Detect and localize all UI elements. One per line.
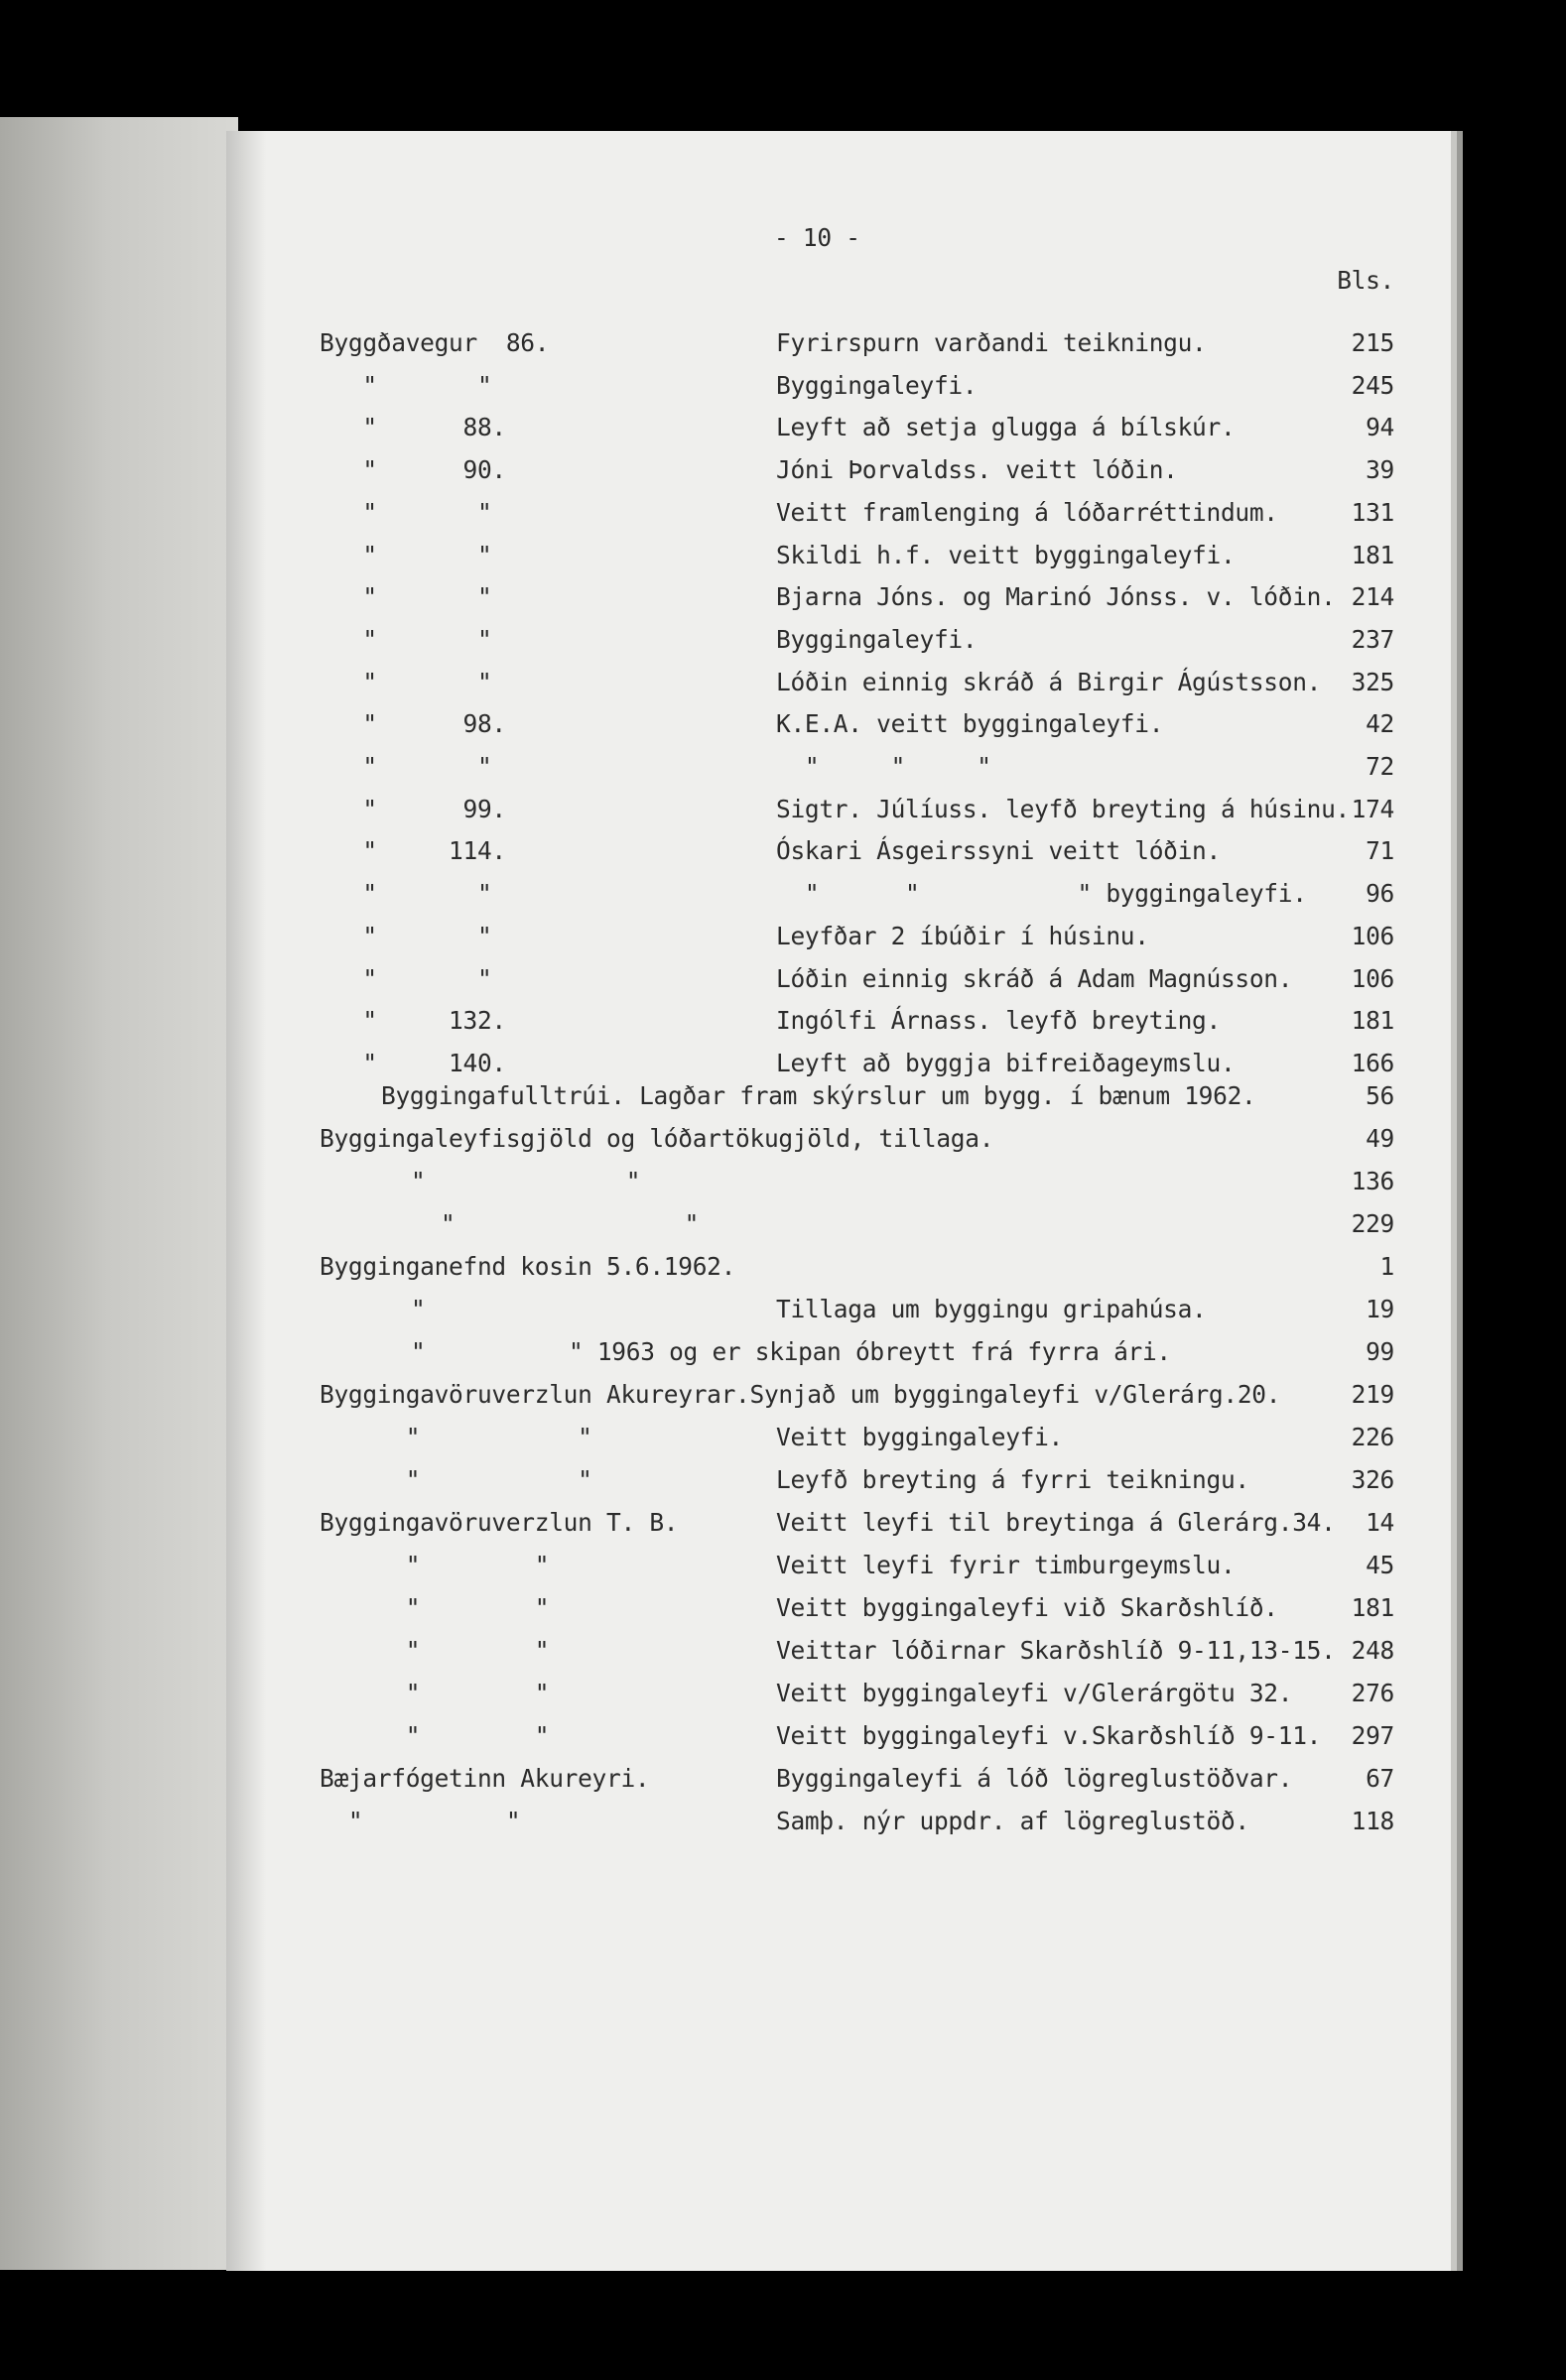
index-entry-subject: Bæjarfógetinn Akureyri. <box>320 1764 650 1793</box>
index-entry-text: Byggingaleyfi. <box>776 624 978 654</box>
index-entry-text: Veitt framlenging á lóðarréttindum. <box>776 497 1278 527</box>
index-page-ref: 237 <box>1351 624 1394 654</box>
index-page-ref: 229 <box>1351 1209 1394 1238</box>
index-entry: " " 1963 og er skipan óbreytt frá fyrra ári. <box>411 1337 1171 1366</box>
index-entry-subject: " " <box>320 1593 550 1622</box>
index-entry-subject: " " <box>320 963 492 993</box>
index-entry-subject: " " <box>320 1423 592 1451</box>
index-entry-text: Leyfð breyting á fyrri teikningu. <box>776 1465 1249 1494</box>
index-entry-subject: " " <box>320 1721 550 1750</box>
index-page-ref: 136 <box>1351 1167 1394 1195</box>
index-entry: Byggingafulltrúi. Lagðar fram skýrslur um bygg. í bænum 1962. <box>381 1081 1256 1110</box>
index-entry-text: Bjarna Jóns. og Marinó Jónss. v. lóðin. <box>776 582 1336 612</box>
index-entry-subject: Byggingavöruverzlun Akureyrar.Synjað um byggingaleyfi v/Glerárg.20. <box>320 1380 1281 1409</box>
index-page-ref: 181 <box>1351 540 1394 569</box>
index-entry-subject: " 90. <box>320 455 506 485</box>
index-entry-text: K.E.A. veitt byggingaleyfi. <box>776 709 1164 739</box>
index-entry-text: Veitt byggingaleyfi v.Skarðshlíð 9-11. <box>776 1721 1322 1750</box>
index-page-ref: 248 <box>1351 1636 1394 1665</box>
index-entry-subject: " 114. <box>320 836 506 866</box>
index-entry-text: Veitt byggingaleyfi v/Glerárgötu 32. <box>776 1679 1293 1707</box>
index-page-ref: 325 <box>1351 667 1394 696</box>
index-page-ref: 131 <box>1351 497 1394 527</box>
index-entry-subject: " " <box>320 540 492 569</box>
index-entry-subject: " " <box>320 1636 550 1665</box>
index-entry-text: Sigtr. Júlíuss. leyfð breyting á húsinu. <box>776 794 1351 823</box>
index-entry-subject: " 88. <box>320 413 506 442</box>
index-entry-subject: " " <box>320 752 492 781</box>
index-entry-text: Veitt byggingaleyfi við Skarðshlíð. <box>776 1593 1278 1622</box>
index-page-ref: 245 <box>1351 370 1394 400</box>
index-entry-text: Ingólfi Árnass. leyfð breyting. <box>776 1006 1221 1036</box>
index-page-ref: 297 <box>1351 1721 1394 1750</box>
index-page-ref: 96 <box>1366 879 1394 909</box>
index-page-ref: 71 <box>1366 836 1394 866</box>
index-entry-subject: Byggingavöruverzlun T. B. <box>320 1508 679 1537</box>
index-entry: " " <box>441 1209 700 1238</box>
index-entry-text: Byggingaleyfi á lóð lögreglustöðvar. <box>776 1764 1293 1793</box>
index-entry-subject: " " <box>320 370 492 400</box>
index-entry-text: Veitt leyfi til breytinga á Glerárg.34. <box>776 1508 1336 1537</box>
index-page-ref: 214 <box>1351 582 1394 612</box>
index-page-ref: 326 <box>1351 1465 1394 1494</box>
index-page-ref: 45 <box>1366 1551 1394 1579</box>
index-entry-subject: " " <box>320 921 492 950</box>
column-label-bls: Bls. <box>1337 266 1394 295</box>
index-entry: " <box>411 1295 426 1323</box>
index-entry-text: Tillaga um byggingu gripahúsa. <box>776 1295 1207 1323</box>
index-entry-text: Óskari Ásgeirssyni veitt lóðin. <box>776 836 1221 866</box>
index-entry-text: " " " <box>776 752 991 781</box>
index-entry-subject: " 98. <box>320 709 506 739</box>
index-page-ref: 19 <box>1366 1295 1394 1323</box>
index-entry: " " <box>411 1167 641 1195</box>
page-gutter <box>226 131 266 2271</box>
index-page-ref: 106 <box>1351 963 1394 993</box>
index-entry-subject: " " <box>320 497 492 527</box>
document-page <box>226 131 1451 2271</box>
index-entry-text: " " " byggingaleyfi. <box>776 879 1307 909</box>
index-entry-subject: Byggðavegur 86. <box>320 328 550 357</box>
index-entry-text: Samþ. nýr uppdr. af lögreglustöð. <box>776 1807 1249 1835</box>
index-entry: Byggingaleyfisgjöld og lóðartökugjöld, tillaga. <box>320 1124 994 1153</box>
index-entry-text: Leyft að byggja bifreiðageymslu. <box>776 1048 1236 1077</box>
index-entry-text: Veitt byggingaleyfi. <box>776 1423 1064 1451</box>
index-page-ref: 72 <box>1366 752 1394 781</box>
index-page-ref: 94 <box>1366 413 1394 442</box>
index-page-ref: 219 <box>1351 1380 1394 1409</box>
index-entry-subject: " " <box>320 1679 550 1707</box>
index-entry-subject: " 99. <box>320 794 506 823</box>
page-number: - 10 - <box>774 223 860 252</box>
index-page-ref: 14 <box>1366 1508 1394 1537</box>
index-entry-text: Byggingaleyfi. <box>776 370 978 400</box>
index-entry-text: Lóðin einnig skráð á Adam Magnússon. <box>776 963 1293 993</box>
index-entry-subject: " " <box>320 667 492 696</box>
index-entry-subject: " " <box>320 582 492 612</box>
index-page-ref: 99 <box>1366 1337 1394 1366</box>
index-page-ref: 215 <box>1351 328 1394 357</box>
index-page-ref: 166 <box>1351 1048 1394 1077</box>
index-page-ref: 118 <box>1351 1807 1394 1835</box>
index-page-ref: 67 <box>1366 1764 1394 1793</box>
index-page-ref: 1 <box>1379 1252 1394 1281</box>
index-entry-text: Lóðin einnig skráð á Birgir Ágústsson. <box>776 667 1322 696</box>
index-entry-subject: " " <box>320 879 492 909</box>
index-entry-text: Veitt leyfi fyrir timburgeymslu. <box>776 1551 1236 1579</box>
index-entry-subject: " " <box>320 1465 592 1494</box>
index-entry-text: Skildi h.f. veitt byggingaleyfi. <box>776 540 1236 569</box>
index-page-ref: 39 <box>1366 455 1394 485</box>
index-page-ref: 49 <box>1366 1124 1394 1153</box>
index-entry-text: Fyrirspurn varðandi teikningu. <box>776 328 1207 357</box>
index-entry-subject: " " <box>320 1551 550 1579</box>
index-entry-subject: " 140. <box>320 1048 506 1077</box>
index-entry-subject: " " <box>320 624 492 654</box>
index-page-ref: 56 <box>1366 1081 1394 1110</box>
index-page-ref: 42 <box>1366 709 1394 739</box>
index-page-ref: 106 <box>1351 921 1394 950</box>
index-entry-text: Leyfðar 2 íbúðir í húsinu. <box>776 921 1149 950</box>
index-page-ref: 181 <box>1351 1006 1394 1036</box>
index-entry: Bygginganefnd kosin 5.6.1962. <box>320 1252 736 1281</box>
index-entry-subject: " 132. <box>320 1006 506 1036</box>
index-page-ref: 181 <box>1351 1593 1394 1622</box>
index-entry-subject: " " <box>320 1807 521 1835</box>
index-page-ref: 174 <box>1351 794 1394 823</box>
index-page-ref: 226 <box>1351 1423 1394 1451</box>
index-page-ref: 276 <box>1351 1679 1394 1707</box>
left-page-edge <box>0 117 238 2270</box>
index-entry-text: Veittar lóðirnar Skarðshlíð 9-11,13-15. <box>776 1636 1336 1665</box>
index-entry-text: Leyft að setja glugga á bílskúr. <box>776 413 1236 442</box>
index-entry-text: Jóni Þorvaldss. veitt lóðin. <box>776 455 1178 485</box>
